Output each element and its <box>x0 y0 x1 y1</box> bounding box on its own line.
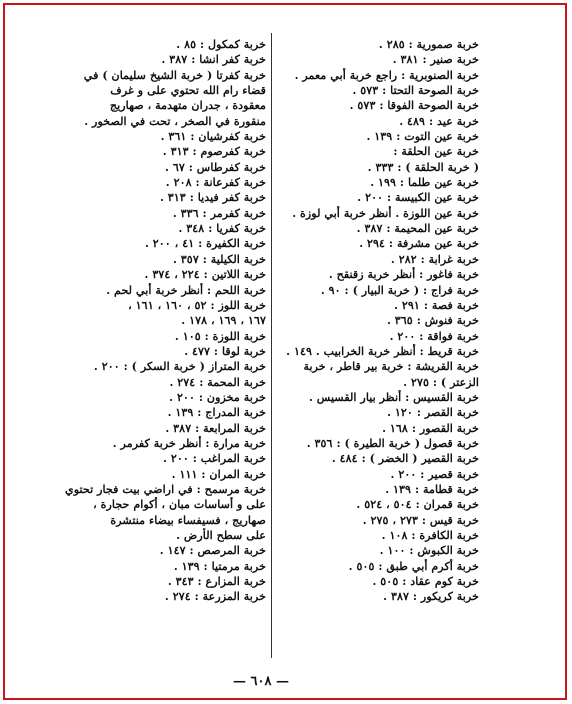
index-entry: خربة الصنوبرية : راجع خربة أبي معمر . <box>294 67 479 82</box>
index-entry: خربة كريكور : ٣٨٧ . <box>383 589 479 604</box>
index-entry: خربة فواقة : ٢٠٠ . <box>389 328 479 343</box>
index-entry: خربة كفر انشا : ٣٨٧ . <box>161 52 266 67</box>
index-entry: خربة القريشة : خربة بير قاطر ، خربة <box>303 359 479 374</box>
index-entry: ١٦٧ ، ١٦٩ ، ١٧٨ . <box>181 313 266 328</box>
index-entry: خربة صنير : ٣٨١ . <box>392 52 479 67</box>
index-entry: صهاريج ، فسيفساء بيضاء منتشرة <box>110 512 266 527</box>
column-divider <box>271 33 272 658</box>
index-entry: منقورة في الصخر ، تحت في الصخور . <box>84 113 266 128</box>
index-column-right <box>273 37 479 605</box>
index-entry: خربة كفرعانة : ٢٠٨ . <box>165 175 266 190</box>
index-entry: خربة قيس : ٢٧٣ ، ٢٧٥ . <box>362 512 479 527</box>
page-number: — ٦٠٨ — <box>232 674 289 689</box>
index-entry: خربة عين طلما : ١٩٩ . <box>370 175 479 190</box>
index-entry: خربة كفر فيديا : ٣١٣ . <box>159 190 266 205</box>
index-entry: خربة عين اللوزة . أنظر خربة أبي لوزة . <box>292 205 479 220</box>
index-entry: خربة فراج : ( خربة البيار ) : ٩٠ . <box>320 282 479 297</box>
index-column-left <box>58 37 266 605</box>
index-entry: خربة الكفيرة : ٤١ ، ٢٠٠ . <box>144 236 266 251</box>
index-entry: خربة القسيس : أنظر بيار القسيس . <box>308 389 479 404</box>
index-entry: خربة عين مشرفة : ٢٩٤ . <box>359 236 479 251</box>
index-entry: خربة الصوحة التحتا : ٥٧٣ . <box>352 83 479 98</box>
index-entry: خربة كفرصوم : ٣١٣ . <box>162 144 266 159</box>
index-entry: خربة مرسمح : في اراضي بيت فجار تحتوي <box>64 481 266 496</box>
index-entry: خربة الصوحة الفوقا : ٥٧٣ . <box>349 98 479 113</box>
index-entry: خربة المرصص : ١٤٧ . <box>159 543 266 558</box>
index-entry: خربة القصير ( الخضر ) : ٤٨٤ . <box>331 451 479 466</box>
index-entry: الزعتر ) : ٢٧٥ . <box>403 374 479 389</box>
index-entry: خربة قريط : أنظر خربة الخرابيب . ١٤٩ . <box>286 343 479 358</box>
index-entry: خربة الكبوش : ١٠٠ . <box>379 543 479 558</box>
index-entry: خربة قصير : ٢٠٠ . <box>390 466 479 481</box>
index-entry: خربة مرمتيا : ١٣٩ . <box>173 558 266 573</box>
index-entry: خربة كفريا : ٣٤٨ . <box>178 221 266 236</box>
index-entry: خربة الكيلية : ٣٥٧ . <box>173 251 266 266</box>
index-entry: خربة كوم عقاد : ٥٠٥ . <box>372 574 479 589</box>
index-entry: خربة عين المحيمة : ٣٨٧ . <box>356 221 479 236</box>
index-entry: خربة اللحم : أنظر خربة أبي لحم . <box>106 282 266 297</box>
index-entry: خربة عين التوت : ١٣٩ . <box>366 129 479 144</box>
index-entry: خربة مرارة : أنظر خربة كفرمر . <box>112 435 266 450</box>
index-entry: خربة كفرمر : ٣٣٦ . <box>172 205 266 220</box>
index-entry: معقودة ، جدران متهدمة ، صهاريج <box>109 98 266 113</box>
index-entry: خربة اللاتين : ٢٢٤ ، ٣٧٤ . <box>144 267 266 282</box>
index-entry: خربة كفرتا ( خربة الشيخ سليمان ) في <box>83 67 266 82</box>
index-entry: خربة غرابة : ٢٨٢ . <box>390 251 479 266</box>
index-entry: خربة كفرشيان : ٣٦١ . <box>160 129 266 144</box>
index-entry: خربة المدراج : ١٣٩ . <box>167 405 266 420</box>
index-entry: خربة عين الحلقة : <box>393 144 479 159</box>
index-entry: خربة المزارع : ٣٤٣ . <box>167 574 266 589</box>
index-entry: خربة الكافرة : ١٠٨ . <box>381 528 479 542</box>
index-entry: على سطح الأرض . <box>176 528 266 542</box>
index-entry: خربة عيد : ٤٨٩ . <box>399 113 479 128</box>
index-entry: خربة قصول ( خربة الطيرة ) : ٣٥٦ . <box>306 435 479 450</box>
index-entry: خربة المراغب : ٢٠٠ . <box>163 451 266 466</box>
index-entry: خربة فصة : ٢٩١ . <box>394 297 479 312</box>
index-entry: قضاء رام الله تحتوي على و غرف <box>110 83 266 98</box>
index-entry: ( خربة الحلقة ) : ٣٣٣ . <box>367 159 479 174</box>
index-entry: خربة فاغور : أنظر خربة زقنقح . <box>328 267 479 282</box>
document-page <box>7 7 563 697</box>
index-entry: خربة القصور : ١٦٨ . <box>382 420 479 435</box>
index-entry: خربة قمران : ٥٠٤ ، ٥٢٤ . <box>356 497 479 512</box>
index-entry: خربة اللوز : ٥٢ ، ١٦٠ ، ١٦١ ، <box>128 297 266 312</box>
index-entry: خربة أكرم أبي طبق : ٥٠٥ . <box>348 558 479 573</box>
index-entry: خربة القصر : ١٢٠ . <box>387 405 479 420</box>
index-entry: خربة فنوش : ٣٦٥ . <box>386 313 479 328</box>
index-entry: خربة المتراز ( خربة السكر ) : ٢٠٠ . <box>93 359 266 374</box>
index-entry: خربة المحمة : ٢٧٤ . <box>169 374 266 389</box>
index-entry: خربة اللوزة : ١٠٥ . <box>174 328 266 343</box>
index-entry: خربة المران : ١١١ . <box>171 466 266 481</box>
index-entry: خربة كفرطاس : ٦٧ . <box>165 159 266 174</box>
index-entry: خربة عين الكبيسة : ٢٠٠ . <box>357 190 479 205</box>
index-entry: خربة مخزون : ٢٠٠ . <box>169 389 266 404</box>
index-entry: على و أساسات مبان ، أكوام حجارة ، <box>93 497 266 512</box>
index-entry: خربة المرابعة : ٣٨٧ . <box>165 420 266 435</box>
index-entry: خربة كمكول : ٨٥ . <box>176 37 266 51</box>
index-entry: خربة المزرعة : ٢٧٤ . <box>164 589 266 604</box>
index-entry: خربة لوقا : ٤٧٧ . <box>184 343 266 358</box>
index-entry: خربة قطامة : ١٣٩ . <box>385 481 479 496</box>
index-entry: خربة صمورية : ٢٨٥ . <box>378 37 479 51</box>
